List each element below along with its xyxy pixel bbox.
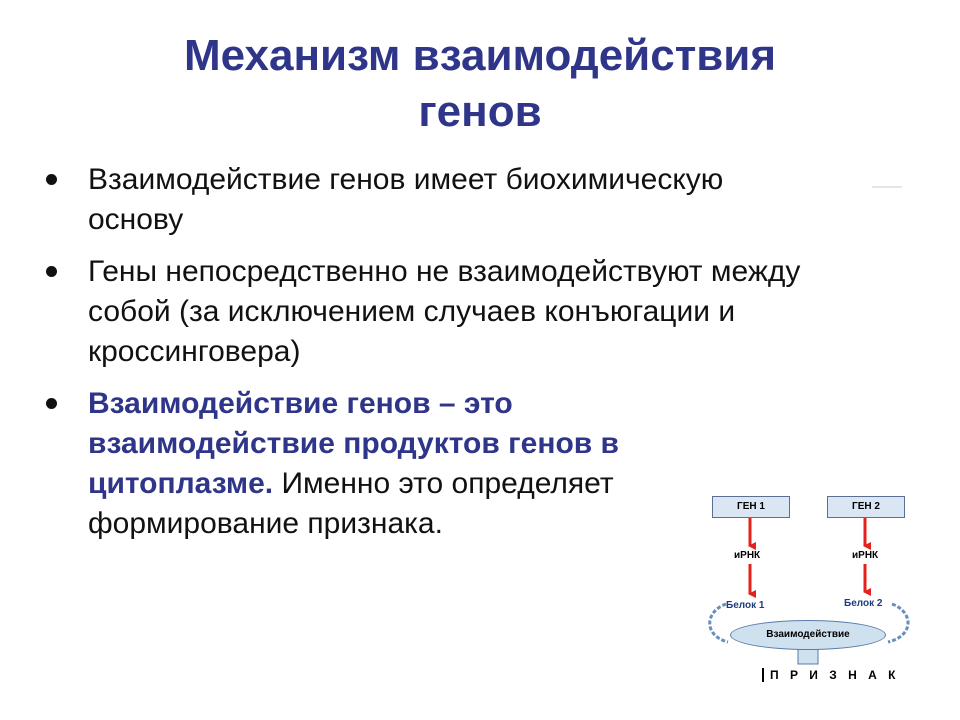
gene-2-box: ГЕН 2 — [827, 496, 905, 518]
protein-1-label: Белок 1 — [726, 600, 765, 611]
bullet-item — [40, 384, 728, 544]
decorative-line — [872, 186, 902, 188]
mrna-1-label: иРНК — [734, 550, 761, 561]
bullet-dot-icon — [46, 174, 57, 185]
diagram-arrows — [700, 488, 920, 688]
mrna-2-label: иРНК — [852, 550, 879, 561]
trait-label: П Р И З Н А К — [762, 668, 899, 682]
bullet-item — [40, 252, 820, 372]
bullet-item — [40, 160, 820, 240]
protein-2-label: Белок 2 — [844, 598, 883, 609]
bullet-dot-icon — [46, 266, 57, 277]
cycle-arrow-right — [888, 604, 908, 642]
bullet-list — [40, 160, 820, 544]
interaction-ellipse: Взаимодействие — [730, 620, 886, 650]
bullet-dot-icon — [46, 398, 57, 409]
title-line-2: генов — [418, 87, 542, 136]
connector-to-trait — [798, 648, 818, 664]
bullet-text: Взаимодействие генов имеет биохимическую основу — [88, 163, 724, 236]
bullet-text: Гены непосредственно не взаимодействуют между собой (за исключением случаев конъюгации и кроссинговера) — [88, 255, 801, 368]
title-line-1: Механизм взаимодействия — [183, 31, 777, 80]
bullet-text: Именно это определяет формирование признака. — [88, 467, 614, 540]
gene-1-box: ГЕН 1 — [712, 496, 790, 518]
gene-interaction-diagram — [700, 488, 920, 688]
slide-title — [0, 28, 960, 140]
bullet-text-highlight: Взаимодействие генов – это взаимодействие продуктов генов в цитоплазме. — [88, 387, 619, 500]
